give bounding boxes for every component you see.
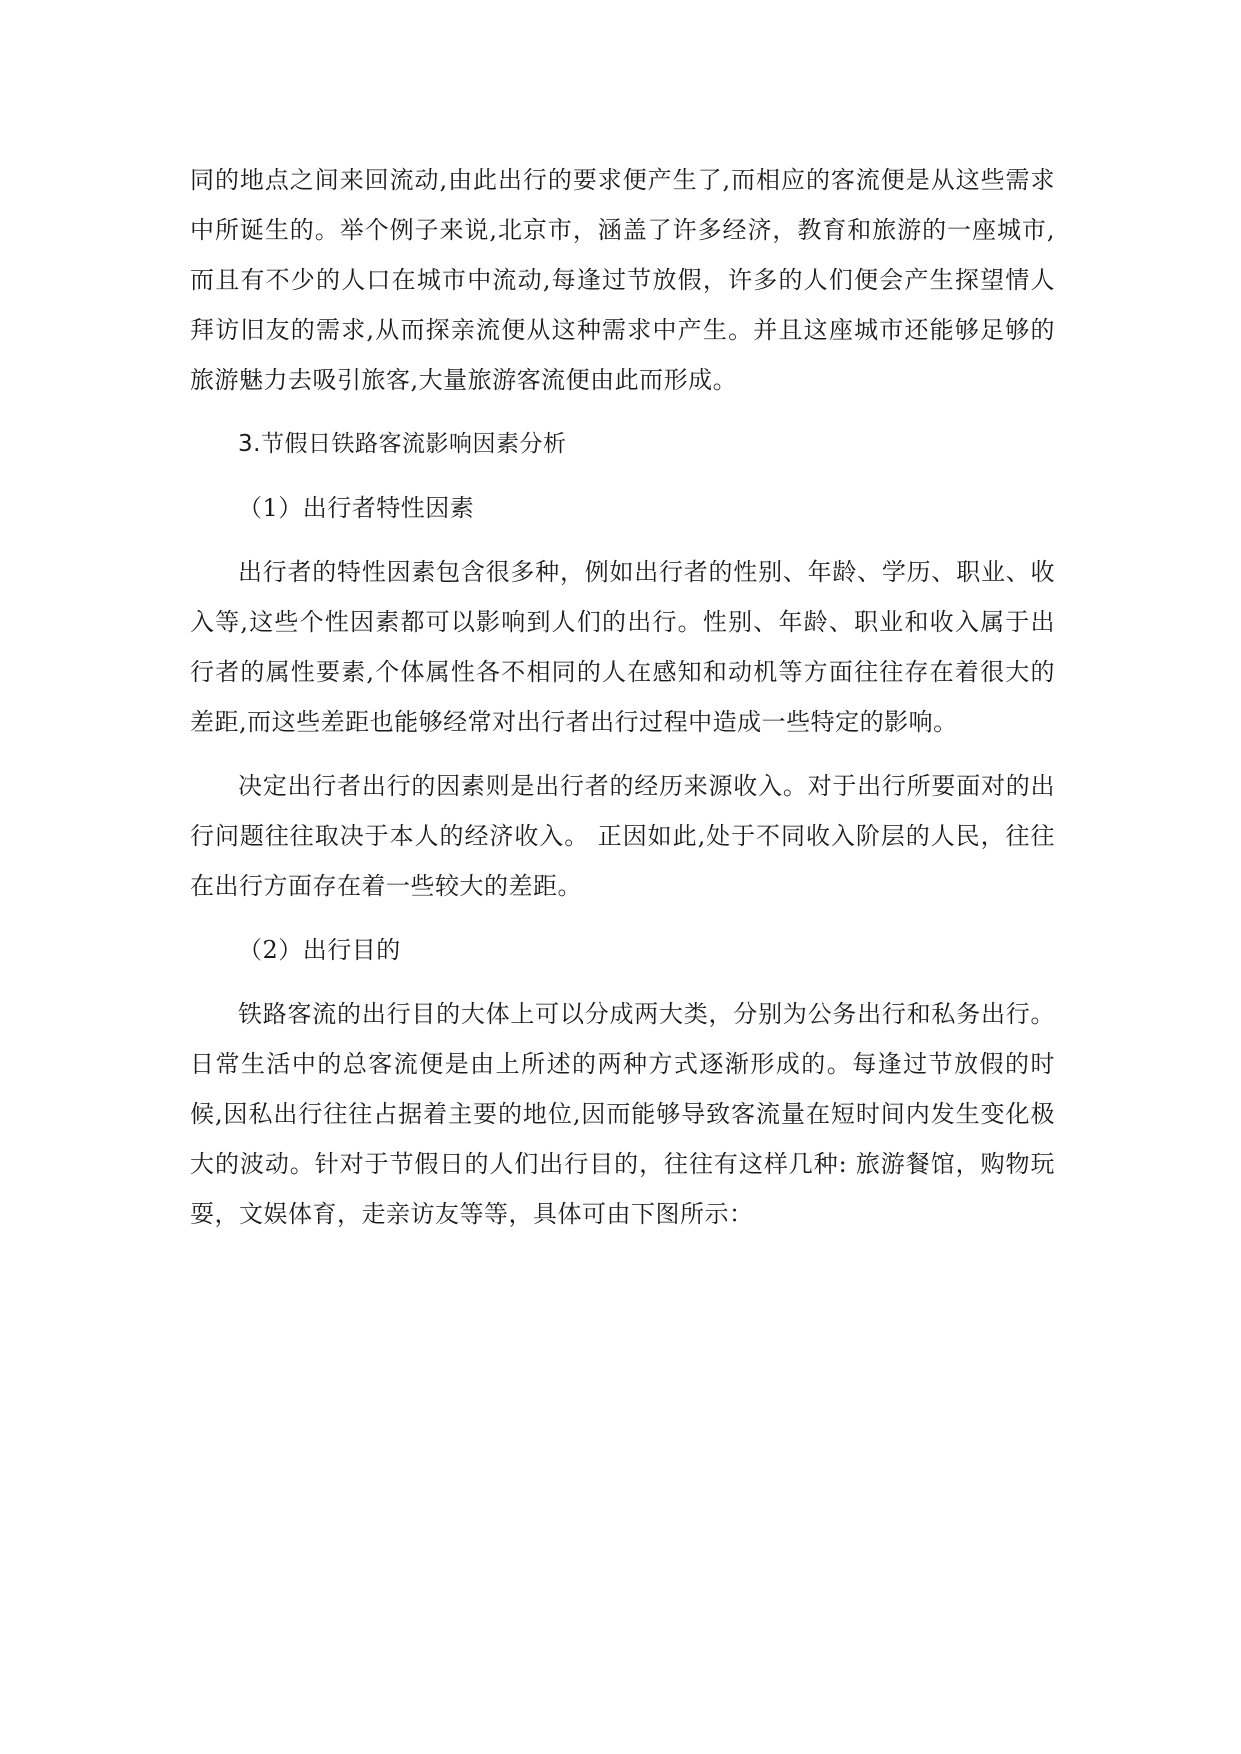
section-heading: 3.节假日铁路客流影响因素分析 <box>238 431 567 457</box>
intro-paragraph: 同的地点之间来回流动,由此出行的要求便产生了,而相应的客流便是从这些需求中所诞生的。举个例子来说,北京市，涵盖了许多经济，教育和旅游的一座城市,而且有不少的人口在城市中流动,每逢过节放假，许多的人们便会产生探望情人拜访旧友的需求,从而探亲流便从这种需求中产生。并且这座城市还能够足够的旅游魅力去吸引旅客,大量旅游客流便由此而形成。 <box>190 166 1055 394</box>
subsection-heading-travel-purpose: （2）出行目的 <box>238 936 401 964</box>
document-body <box>190 155 1055 1253</box>
traveler-factors-paragraph-1: 出行者的特性因素包含很多种，例如出行者的性别、年龄、学历、职业、收入等,这些个性因素都可以影响到人们的出行。性别、年龄、职业和收入属于出行者的属性要素,个体属性各不相同的人在感知和动机等方面往往存在着很大的差距,而这些差距也能够经常对出行者出行过程中造成一些特定的影响。 <box>190 558 1055 736</box>
travel-purpose-paragraph: 铁路客流的出行目的大体上可以分成两大类，分别为公务出行和私务出行。日常生活中的总客流便是由上所述的两种方式逐渐形成的。每逢过节放假的时候,因私出行往往占据着主要的地位,因而能够导致客流量在短时间内发生变化极大的波动。针对于节假日的人们出行目的，往往有这样几种: 旅游餐馆，购物玩耍，文娱体育，走亲访友等等，具体可由下图所示： <box>190 1000 1055 1228</box>
traveler-factors-paragraph-2: 决定出行者出行的因素则是出行者的经历来源收入。对于出行所要面对的出行问题往往取决于本人的经济收入。 正因如此,处于不同收入阶层的人民，往往在出行方面存在着一些较大的差距。 <box>190 772 1055 900</box>
subsection-heading-traveler-factors: （1）出行者特性因素 <box>238 494 475 522</box>
